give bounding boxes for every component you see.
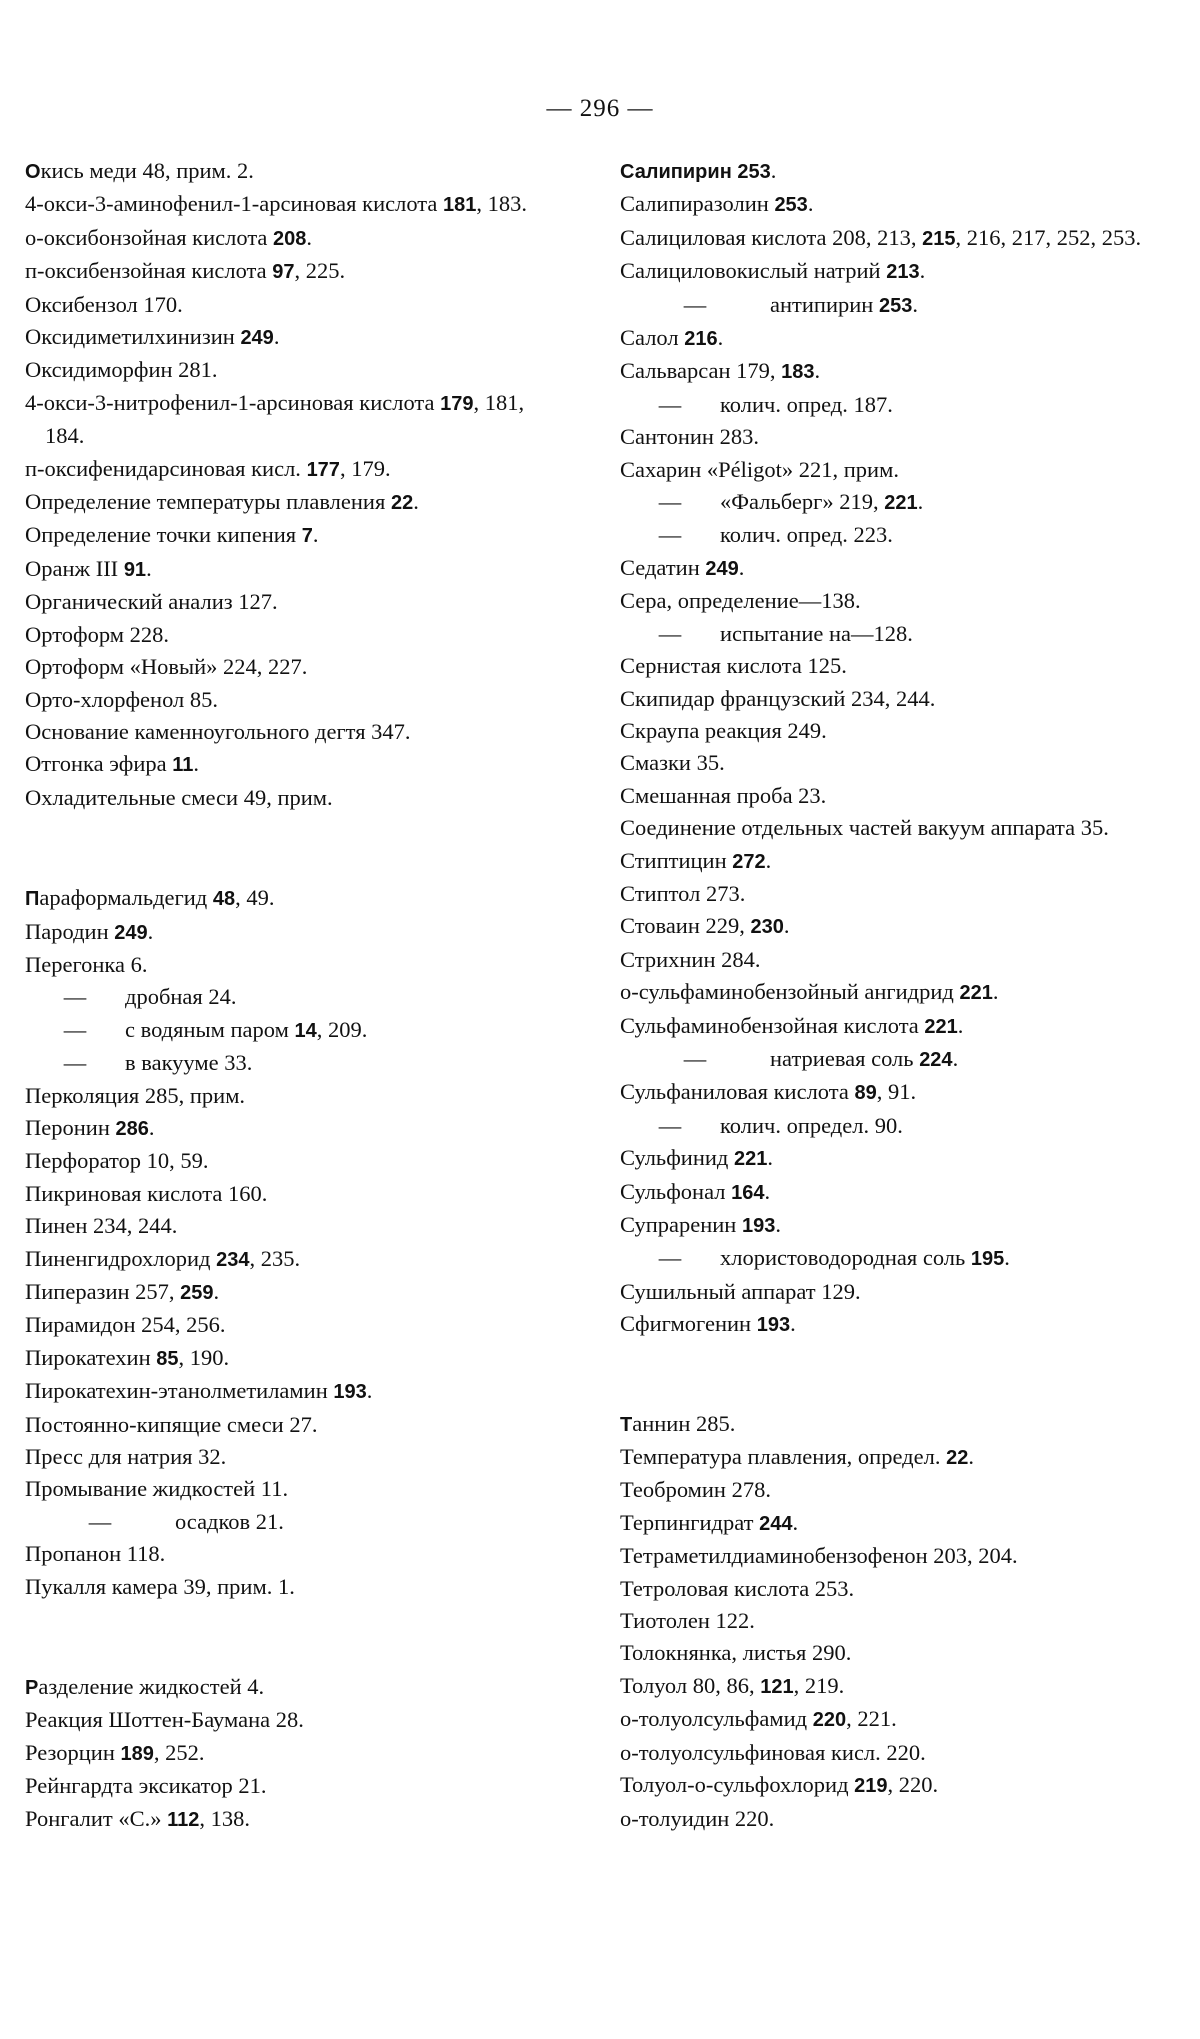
index-entry-text: о-толуолсульфиновая кисл. 220. — [620, 1739, 926, 1765]
index-entry — [25, 1473, 545, 1505]
index-entry-text: Толуол 80, 86, 121, 219. — [620, 1672, 845, 1698]
index-block-p — [25, 882, 545, 1603]
index-entry — [25, 1441, 545, 1473]
index-entry — [25, 155, 545, 188]
index-entry — [25, 1671, 545, 1704]
ditto-dash: — — [658, 522, 682, 548]
index-entry — [620, 780, 1160, 812]
index-entry — [620, 878, 1160, 910]
index-entry-text: Скраупа реакция 249. — [620, 717, 827, 743]
index-entry-text: Толуол-о-сульфохлорид 219, 220. — [620, 1772, 939, 1798]
index-entry-text: Рейнгардта эксикатор 21. — [25, 1773, 267, 1799]
index-entry-text: Сульфонал 164. — [620, 1178, 771, 1204]
index-entry-text: с водяным паром 14, 209. — [125, 1016, 368, 1042]
index-entry — [25, 1375, 545, 1408]
index-block-r — [25, 1671, 545, 1836]
index-entry — [25, 981, 545, 1013]
index-entry — [25, 553, 545, 586]
index-entry — [620, 812, 1160, 844]
index-entry — [25, 1112, 545, 1145]
index-entry-text: 4-окси-3-нитрофенил-1-арсиновая кислота 179, 181, 184. — [25, 389, 525, 449]
index-block-t — [620, 1408, 1160, 1835]
ditto-dash: — — [658, 620, 682, 646]
index-entry — [620, 1076, 1160, 1109]
index-entry-text: Перонин 286. — [25, 1114, 155, 1140]
index-entry — [620, 1176, 1160, 1209]
index-entry-text: Смазки 35. — [620, 750, 725, 776]
index-entry — [620, 585, 1160, 617]
index-entry-text: Сальварсан 179, 183. — [620, 358, 821, 384]
index-entry-text: Стрихнин 284. — [620, 946, 761, 972]
index-entry-text: Тетроловая кислота 253. — [620, 1575, 855, 1601]
index-entry-text: о-толуолсульфамид 220, 221. — [620, 1706, 897, 1732]
index-entry — [25, 882, 545, 915]
index-entry — [620, 1637, 1160, 1669]
index-entry — [25, 748, 545, 781]
index-entry-text: Оранж III 91. — [25, 555, 152, 581]
index-entry — [620, 650, 1160, 682]
index-entry — [620, 1010, 1160, 1043]
index-entry — [25, 486, 545, 519]
index-entry — [25, 586, 545, 618]
index-entry — [25, 222, 545, 255]
index-entry — [620, 222, 1160, 255]
index-entry — [25, 1571, 545, 1603]
index-entry — [25, 1014, 545, 1047]
index-entry-text: хлористоводородная соль 195. — [720, 1245, 1010, 1271]
ditto-dash: — — [683, 1045, 707, 1071]
index-block-s — [620, 155, 1160, 1342]
index-entry — [25, 1704, 545, 1736]
index-entry — [620, 1142, 1160, 1175]
index-entry — [620, 1605, 1160, 1637]
index-entry — [620, 910, 1160, 943]
index-entry — [25, 1770, 545, 1802]
ditto-dash: — — [63, 1016, 87, 1042]
index-entry-text: Салипиразолин 253. — [620, 191, 814, 217]
index-entry-text: Отгонка эфира 11. — [25, 751, 200, 777]
index-entry-text: Стиптицин 272. — [620, 847, 772, 873]
index-entry — [620, 715, 1160, 747]
index-entry-text: Окись меди 48, прим. 2. — [25, 158, 254, 183]
index-entry-text: Пирамидон 254, 256. — [25, 1312, 226, 1338]
index-entry-text: Сантонин 283. — [620, 424, 759, 450]
index-entry — [25, 1803, 545, 1836]
index-entry — [620, 486, 1160, 519]
index-entry — [620, 322, 1160, 355]
index-entry-text: Определение температуры плавления 22. — [25, 489, 419, 515]
index-entry-text: Салициловая кислота 208, 213, 215, 216, 217, 252, 253. — [620, 224, 1142, 250]
ditto-dash: — — [658, 391, 682, 417]
index-entry — [620, 421, 1160, 453]
index-entry-text: Сульфаниловая кислота 89, 91. — [620, 1079, 917, 1105]
index-entry — [620, 1670, 1160, 1703]
index-entry-text: Соединение отдельных частей вакуум аппарата 35. — [620, 815, 1109, 841]
index-entry — [25, 1080, 545, 1112]
index-entry — [620, 519, 1160, 551]
index-entry — [25, 1243, 545, 1276]
index-entry-text: колич. определ. 90. — [720, 1112, 903, 1138]
left-column — [25, 155, 545, 1836]
index-entry — [25, 453, 545, 486]
index-entry-text: Салипирин 253. — [620, 158, 777, 183]
index-entry-text: Пирокатехин-этанолметиламин 193. — [25, 1378, 373, 1404]
index-entry-text: Пукалля камера 39, прим. 1. — [25, 1573, 295, 1599]
index-entry — [25, 321, 545, 354]
index-entry-text: Оксибензол 170. — [25, 291, 183, 317]
index-entry-text: Теобромин 278. — [620, 1477, 771, 1503]
index-entry — [25, 1506, 545, 1538]
index-entry — [620, 255, 1160, 288]
index-entry — [620, 1441, 1160, 1474]
index-entry-text: Определение точки кипения 7. — [25, 522, 319, 548]
index-entry — [620, 1408, 1160, 1441]
section-gap — [25, 814, 545, 882]
index-entry — [25, 684, 545, 716]
index-entry-text: Пиненгидрохлорид 234, 235. — [25, 1245, 301, 1271]
index-entry-text: Пиперазин 257, 259. — [25, 1279, 220, 1304]
index-entry-text: в вакууме 33. — [125, 1050, 253, 1076]
index-entry-text: Пародин 249. — [25, 918, 154, 944]
index-entry — [620, 944, 1160, 976]
index-entry-text: Таннин 285. — [620, 1410, 736, 1436]
index-entry-text: о-оксибонзойная кислота 208. — [25, 224, 313, 250]
index-entry — [620, 1308, 1160, 1341]
index-entry-text: Сушильный аппарат 129. — [620, 1278, 861, 1304]
index-entry — [620, 618, 1160, 650]
index-entry — [25, 782, 545, 814]
index-entry-text: Сульфинид 221. — [620, 1145, 773, 1171]
index-entry-text: 4-окси-3-аминофенил-1-арсиновая кислота 181, 183. — [25, 191, 527, 217]
index-entry-text: Промывание жидкостей 11. — [25, 1476, 289, 1502]
index-entry-text: Супраренин 193. — [620, 1212, 781, 1237]
index-entry-text: «Фальберг» 219, 221. — [720, 489, 924, 515]
index-entry — [620, 1474, 1160, 1506]
index-entry-text: Охладительные смеси 49, прим. — [25, 784, 333, 810]
index-entry — [620, 1573, 1160, 1605]
index-entry — [620, 155, 1160, 188]
index-entry — [25, 255, 545, 288]
index-entry-text: Реакция Шоттен-Баумана 28. — [25, 1707, 304, 1733]
index-entry — [25, 651, 545, 683]
index-entry-text: Салол 216. — [620, 325, 724, 351]
index-entry-text: натриевая соль 224. — [770, 1045, 959, 1071]
index-entry — [620, 188, 1160, 221]
index-entry-text: Ортоформ «Новый» 224, 227. — [25, 654, 308, 680]
index-entry-text: колич. опред. 223. — [720, 522, 893, 548]
index-entry-text: Стоваин 229, 230. — [620, 913, 790, 939]
index-entry-text: Толокнянка, листья 290. — [620, 1640, 852, 1666]
index-entry-text: Сульфаминобензойная кислота 221. — [620, 1012, 964, 1038]
index-entry-text: Скипидар французский 234, 244. — [620, 685, 936, 711]
index-entry — [620, 1737, 1160, 1769]
index-entry — [620, 747, 1160, 779]
index-entry — [25, 1409, 545, 1441]
ditto-dash: — — [658, 1245, 682, 1271]
index-entry-text: Параформальдегид 48, 49. — [25, 885, 275, 911]
index-entry-text: Ортоформ 228. — [25, 621, 169, 647]
index-entry — [620, 1110, 1160, 1142]
index-entry — [25, 387, 545, 453]
index-entry — [620, 552, 1160, 585]
index-entry-text: Орто-хлорфенол 85. — [25, 686, 218, 712]
index-entry — [25, 1309, 545, 1341]
index-entry — [620, 1769, 1160, 1802]
index-entry — [25, 1145, 545, 1177]
ditto-dash: — — [88, 1508, 112, 1534]
index-entry — [620, 1803, 1160, 1835]
index-entry-text: Тетраметилдиаминобензофенон 203, 204. — [620, 1543, 1018, 1569]
index-entry-text: Смешанная проба 23. — [620, 782, 827, 808]
right-column — [620, 155, 1160, 1835]
index-entry-text: Пресс для натрия 32. — [25, 1444, 227, 1470]
index-entry-text: п-оксифенидарсиновая кисл. 177, 179. — [25, 455, 391, 481]
index-entry-text: Тиотолен 122. — [620, 1608, 755, 1634]
index-entry-text: Сернистая кислота 125. — [620, 653, 847, 679]
index-entry — [25, 188, 545, 221]
index-entry-text: Ронгалит «С.» 112, 138. — [25, 1805, 251, 1831]
index-entry-text: о-сульфаминобензойный ангидрид 221. — [620, 979, 999, 1005]
index-entry — [25, 949, 545, 981]
index-entry — [25, 289, 545, 321]
page-number: — 296 — — [546, 95, 654, 122]
ditto-dash: — — [63, 1050, 87, 1076]
index-entry-text: Постоянно-кипящие смеси 27. — [25, 1411, 318, 1437]
index-entry-text: Органический анализ 127. — [25, 589, 278, 615]
index-entry-text: Основание каменноугольного дегтя 347. — [25, 718, 411, 744]
index-entry — [25, 354, 545, 386]
index-entry-text: Пикриновая кислота 160. — [25, 1180, 268, 1206]
index-entry — [25, 519, 545, 552]
index-entry — [620, 1043, 1160, 1076]
index-entry — [25, 916, 545, 949]
index-entry — [25, 1178, 545, 1210]
index-entry — [620, 1276, 1160, 1308]
ditto-dash: — — [683, 291, 707, 317]
index-entry-text: Перколяция 285, прим. — [25, 1082, 246, 1108]
ditto-dash: — — [658, 489, 682, 515]
index-entry-text: Пинен 234, 244. — [25, 1213, 178, 1239]
index-entry — [25, 1210, 545, 1242]
index-entry-text: колич. опред. 187. — [720, 391, 893, 417]
index-entry-text: дробная 24. — [125, 984, 237, 1010]
index-entry-text: Салициловокислый натрий 213. — [620, 258, 926, 284]
index-entry-text: Оксидиморфин 281. — [25, 357, 218, 383]
index-entry — [25, 1342, 545, 1375]
index-entry-text: Разделение жидкостей 4. — [25, 1674, 265, 1700]
index-entry — [620, 289, 1160, 322]
index-entry-text: Оксидиметилхинизин 249. — [25, 324, 280, 350]
index-entry — [25, 1047, 545, 1079]
index-entry — [620, 1540, 1160, 1572]
index-entry-text: Перфоратор 10, 59. — [25, 1148, 209, 1174]
index-entry-text: Пропанон 118. — [25, 1541, 166, 1567]
index-entry-text: Температура плавления, определ. 22. — [620, 1444, 974, 1470]
index-block-o — [25, 155, 545, 814]
index-entry-text: Седатин 249. — [620, 554, 745, 580]
index-entry — [620, 1242, 1160, 1275]
section-gap — [620, 1342, 1160, 1408]
index-entry-text: п-оксибензойная кислота 97, 225. — [25, 258, 346, 284]
index-entry-text: Резорцин 189, 252. — [25, 1739, 205, 1765]
index-entry — [620, 454, 1160, 486]
index-entry — [25, 1737, 545, 1770]
index-entry-text: Сфигмогенин 193. — [620, 1311, 796, 1337]
index-entry-text: осадков 21. — [175, 1508, 284, 1534]
index-entry — [620, 683, 1160, 715]
index-entry — [620, 1209, 1160, 1242]
index-entry — [620, 355, 1160, 388]
index-entry — [620, 1703, 1160, 1736]
index-entry-text: Стиптол 273. — [620, 880, 746, 906]
index-entry — [25, 1538, 545, 1570]
section-gap — [25, 1603, 545, 1671]
index-entry — [620, 1507, 1160, 1540]
index-entry — [25, 1276, 545, 1309]
index-entry-text: Терпингидрат 244. — [620, 1509, 799, 1535]
index-entry-text: Перегонка 6. — [25, 951, 148, 977]
index-entry-text: о-толуидин 220. — [620, 1805, 775, 1831]
index-entry-text: испытание на—128. — [720, 620, 913, 646]
index-entry-text: Сера, определение—138. — [620, 588, 861, 614]
index-entry — [620, 976, 1160, 1009]
index-entry — [25, 619, 545, 651]
index-entry-text: Сахарин «Péligot» 221, прим. — [620, 456, 899, 482]
index-entry-text: антипирин 253. — [770, 291, 918, 317]
index-entry — [25, 716, 545, 748]
index-entry-text: Пирокатехин 85, 190. — [25, 1344, 230, 1370]
ditto-dash: — — [658, 1112, 682, 1138]
index-entry — [620, 845, 1160, 878]
index-entry — [620, 389, 1160, 421]
ditto-dash: — — [63, 984, 87, 1010]
